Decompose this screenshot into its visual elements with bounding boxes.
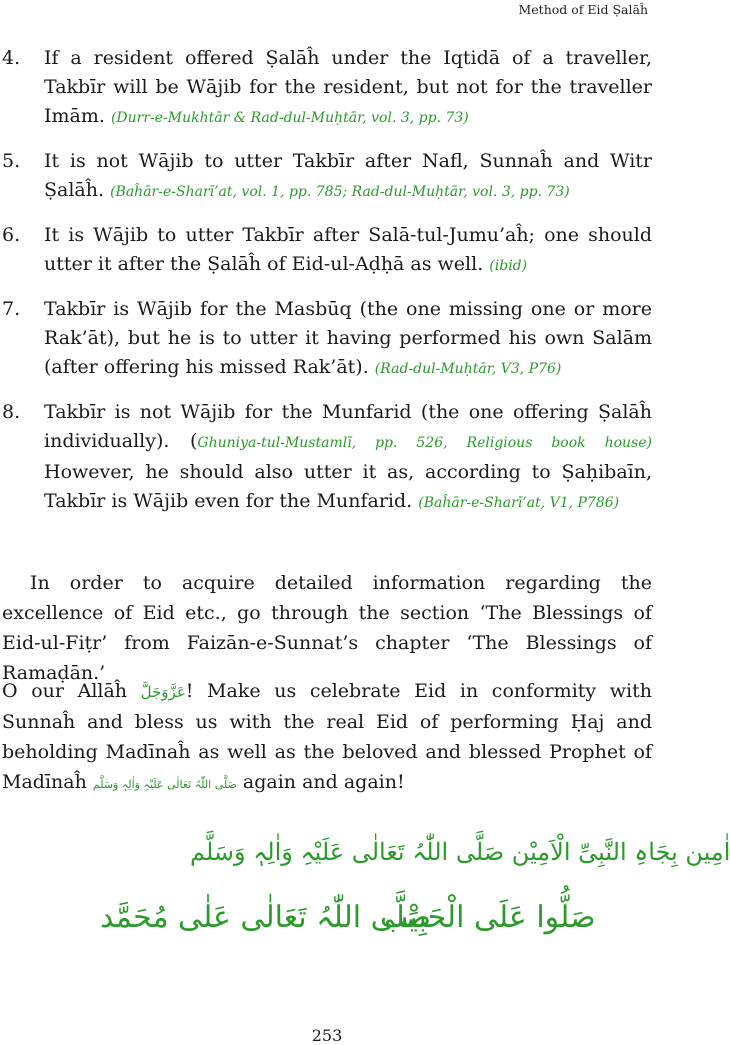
list-item xyxy=(0,295,652,384)
item-body: It is Wājib to utter Takbīr after Salā-tul-Jumu’aĥ; one should utter it after the Ṣalāĥ of Eid-ul-Aḍḥā as well. xyxy=(44,224,652,275)
reference-citation-2: (Baĥār-e-Sharī’at, V1, P786) xyxy=(418,495,620,511)
supplication-end: again and again! xyxy=(236,771,405,793)
item-body: Takbīr is not Wājib for the Munfarid (the one offering Ṣalāĥ individually). ( xyxy=(44,401,652,452)
item-number: 4. xyxy=(2,47,21,69)
item-text xyxy=(44,221,652,281)
item-text xyxy=(44,147,652,207)
list-item xyxy=(0,221,652,281)
item-number: 5. xyxy=(2,150,21,172)
salawat-left: صَلَّی اللّٰہُ تَعَالٰی عَلٰی مُحَمَّد xyxy=(100,900,432,935)
reference-citation: Ghuniya-tul-Mustamlī, pp. 526, Religious book house) xyxy=(197,435,652,451)
supplication-start: O our Allāĥ xyxy=(2,680,141,702)
page-number: 253 xyxy=(311,1026,343,1045)
rules-list xyxy=(0,44,652,532)
item-body: If a resident offered Ṣalāĥ under the Iqtidā of a traveller, Takbīr will be Wājib for the resident, but not for the traveller Imām. xyxy=(44,47,652,127)
list-item xyxy=(0,147,652,207)
item-number: 6. xyxy=(2,224,21,246)
reference-citation: (Baĥār-e-Sharī’at, vol. 1, pp. 785; Rad-dul-Muḥtār, vol. 3, pp. 73) xyxy=(110,184,570,200)
item-number: 8. xyxy=(2,401,21,423)
reference-citation: (ibid) xyxy=(489,258,528,274)
info-paragraph: In order to acquire detailed information regarding the excellence of Eid etc., go through the section ‘The Blessings of Eid-ul-Fiṭr’ from Faizān-e-Sunnat’s chapter ‘The Blessings of Ramaḍān.’ xyxy=(2,572,652,684)
item-number: 7. xyxy=(2,298,21,320)
honorific-prophet: صَلَّی اللّٰہُ تَعَالٰی عَلَیْہِ وَاٰلِہٖ وَسَلَّم xyxy=(92,778,237,791)
list-item xyxy=(0,398,652,518)
item-body: Takbīr is Wājib for the Masbūq (the one missing one or more Rak’āt), but he is to utter it having performed his own Salām (after offering his missed Rak’āt). xyxy=(44,298,652,378)
reference-citation: (Rad-dul-Muḥtār, V3, P76) xyxy=(374,361,562,377)
salawat-right: صَلُّوا عَلَی الْحَبِیْب xyxy=(380,900,596,935)
arabic-dua: اٰمِین بِجَاہِ النَّبِیِّ الْاَمِیْن صَلَّی اللّٰہُ تَعَالٰی عَلَیْہِ وَاٰلِہٖ وَسَلَّم xyxy=(190,838,730,866)
reference-citation: (Durr-e-Mukhtār & Rad-dul-Muḥtār, vol. 3, pp. 73) xyxy=(110,110,469,126)
item-text xyxy=(44,398,652,518)
supplication-middle: ! Make us celebrate Eid in conformity with Sunnaĥ and bless us with the real Eid of performing Ḥaj and beholding Madīnaĥ as well as the beloved and blessed Prophet of Madīnaĥ xyxy=(2,680,652,793)
item-body-continued: However, he should also utter it as, according to Ṣaḥibaīn, Takbīr is Wājib even for the Munfarid. xyxy=(44,461,652,512)
item-text xyxy=(44,295,652,384)
item-body: It is not Wājib to utter Takbīr after Nafl, Sunnaĥ and Witr Ṣalāĥ. xyxy=(44,150,652,201)
list-item xyxy=(0,44,652,133)
supplication-paragraph xyxy=(2,676,652,800)
honorific-allah: عَزَّوَجَلَّ xyxy=(140,683,186,701)
running-header: Method of Eid Ṣalāĥ xyxy=(518,2,648,17)
item-text xyxy=(44,44,652,133)
